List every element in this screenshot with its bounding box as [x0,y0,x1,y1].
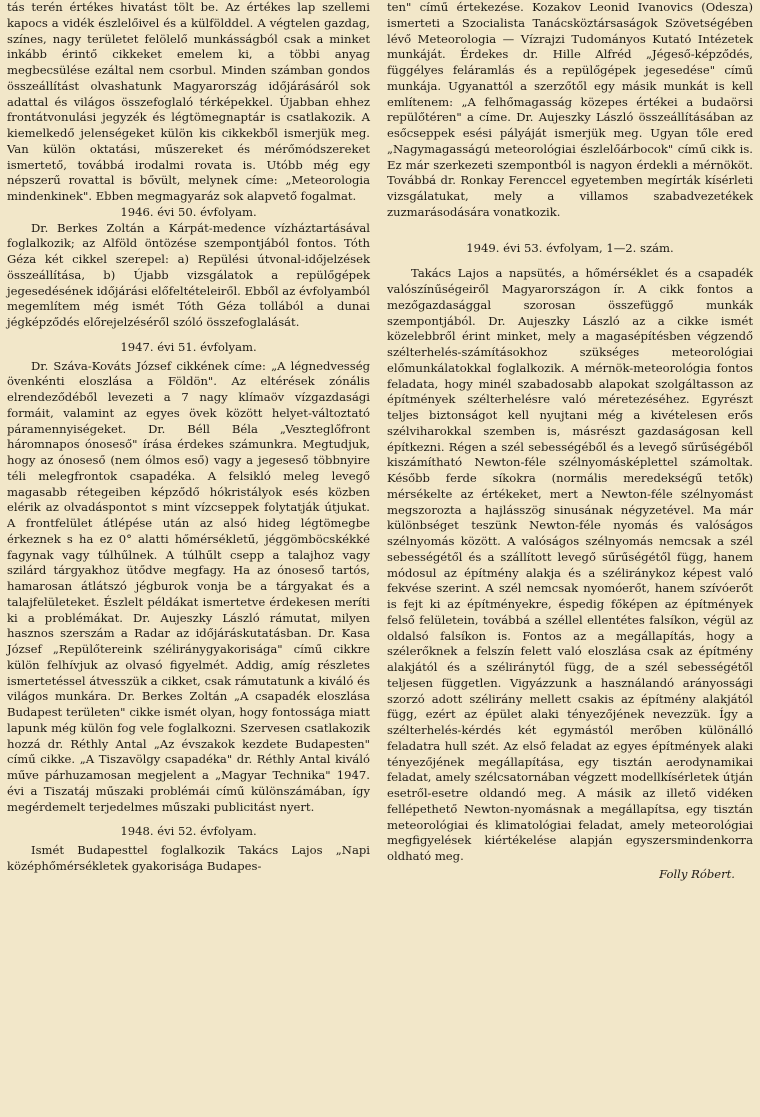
year-heading-1947: 1947. évi 51. évfolyam. [120,339,257,354]
year-heading-1948: 1948. évi 52. évfolyam. [120,824,257,839]
intro-paragraph: tás terén értékes hivatást tölt be. Az értékes lap szellemi kapocs a vidék észlelőivel és a külfölddel. A végtelen gazdag, színes, nagy területet felölelő munkásságból csak a minket inkább érintő cikkeket emelem ki, a többi anyag megbecsülése ezáltal nem csorbul. Minden számban gondos összeállítást olvashatunk Magyarország időjárásáról sok adattal és világos összefoglaló térképekkel. Újabban ehhez frontátvonulási jegyzék és légtömegnaptár is csatlakozik. A kiemelkedő jelenségeket külön kis cikkekből ismerjük meg. Van külön oktatási, műszereket és mérőmódszereket ismertető, továbbá irodalmi rovata is. Utóbb még egy népszerű rovattal is bővült, melynek címe: „Meteorologia mindenkinek". Ebben megmagyaráz sok alapvető fogalmat. [7,0,370,203]
year-heading-1946: 1946. évi 50. évfolyam. [120,204,257,219]
paragraph-1948-continued: ten" című értekezése. Kozakov Leonid Ivanovics (Odesza) ismerteti a Szocialista Tanácsköztársaságok Szövetségében lévő Meteorologia — Vízrajzi Tudományos Kutató Intézetek munkáját. Érdekes dr. Hille Alfréd „Jégeső-képződés, függélyes feláramlás és a repülőgépek jegesedése" című munkája. Ugyanattól a szerzőtől egy másik munkát is kell említenem: „A felhőmagasság közepes értékei a budaörsi repülőtéren" a címe. Dr. Aujeszky László összeállításában az esőcseppek esési pályáját ismerjük meg. Ugyan tőle ered „Nagymagasságú meteorológiai észlelőárbocok" című cikk is. Ez már szerkezeti szempontból is nagyon érdekli a mérnököt. Továbbá dr. Ronkay Ferenccel egyetemben megírták kísérleti vizsgálatukat, mely a villamos szabadvezetékek zuzmarásodására vonatkozik. [387,0,753,219]
left-column [7,0,370,875]
paragraph-1948: Ismét Budapesttel foglalkozik Takács Lajos „Napi középhőmérsékletek gyakorisága Budapes- [7,843,370,873]
paragraph-1946: Dr. Berkes Zoltán a Kárpát-medence vízháztartásával foglalkozik; az Alföld öntözése szempontjából fontos. Tóth Géza két cikkel szerepel: a) Repülési útvonal-időjelzések összeállítása, b) Újabb vizsgálatok a repülőgépek jegesedésének időjárási előfeltételeiről. Ebből az évfolyamból megemlítem még ismét Tóth Géza tollából a dunai jégképződés előrejelzéséről szóló összefoglalását. [7,220,370,329]
right-column [387,0,753,883]
year-heading-1949: 1949. évi 53. évfolyam, 1—2. szám. [466,240,674,255]
paragraph-1947: Dr. Száva-Kováts József cikkének címe: „A légnedvesség övenkénti eloszlása a Földön". Az eltérések zónális elrendeződéből levezeti a 7 nagy klímaöv vízgazdasági formáit, valamint az egyes övek között helyet-változtató páramennyiségeket. Dr. Béll Béla „Veszteglőfront háromnapos ónoseső" írása érdekes számunkra. Megtudjuk, hogy az ónoseső (nem ólmos eső) vagy a jegeseső többnyire téli melegfrontok csapadéka. A felsikló meleg levegő magasabb rétegeiben képződő hókristályok esés közben elérik az olvadáspontot s mint vízcseppek folytatják útjukat. A frontfelület átlépése után az alsó hideg légtömegbe érkeznek s ha ez 0° alatti hőmérsékletű, jéggömböcskékké fagynak vagy túlhűlnek. A túlhűlt csepp a talajhoz vagy szilárd tárgyakhoz ütődve megfagy. Ha az ónoseső tartós, hamarosan átlátszó jégburok vonja be a tárgyakat és a talajfelületeket. Észlelt példákat ismertetve érdekesen meríti ki a problémákat. Dr. Aujeszky László rámutat, milyen hasznos szerszám a Radar az időjáráskutatásban. Dr. Kasa József „Repülőtereink széliránygyakorisága" című cikkre külön felhívjuk az olvasó figyelmét. Addig, amíg részletes ismertetéssel átvesszük a cikket, csak rámutatunk a kiváló és világos munkára. Dr. Berkes Zoltán „A csapadék eloszlása Budapest területen" cikke ismét olyan, hogy fontossága miatt lapunk még külön fog vele foglalkozni. Szervesen csatlakozik hozzá dr. Réthly Antal „Az évszakok kezdete Budapesten" című cikke. „A Tiszavölgy csapadéka" dr. Réthly Antal kiváló műve párhuzamosan megjelent a „Magyar Technika" 1947. évi a Tiszatáj műszaki problémái című különszámában, így megérdemelt terjedelmes műszaki publicitást nyert. [7,358,370,814]
paragraph-1949: Takács Lajos a napsütés, a hőmérséklet és a csapadék valószínűségeiről Magyarországon ír. A cikk fontos a mezőgazdasággal szorosan összefüggő munkák szempontjából. Dr. Aujeszky László az a cikke ismét közelebbről érint minket, mely a magasépítésben végzendő szélterhelés-számításokhoz szükséges meteorológiai előmunkálatokkal foglalkozik. A mérnök-meteorológia fontos feladata, hogy minél szabadosabb alapokat szolgáltasson az építmények szélterhelésre való méretezéséhez. Egyrészt teljes biztonságot kell nyujtani még a kivételesen erős szélviharokkal szemben is, másrészt gazdaságosan kell építkezni. Régen a szél sebességéből és a levegő sűrűségéből kiszámítható Newton-féle szélnyomásképlettel számoltak. Később ferde síkokra (normális meredekségű tetők) mérsékelte az értékeket, mert a Newton-féle szélnyomást megszorozta a hajlásszög sinusának négyzetével. Ma már különbséget teszünk Newton-féle nyomás és valóságos szélnyomás között. A valóságos szélnyomás nemcsak a szél sebességétől és a szállított levegő sűrűségétől függ, hanem módosul az építmény alakja és a széliránykoz képest való fekvése szerint. A szél nemcsak nyomóerőt, hanem szívóerőt is fejt ki az építményekre, éspedig főképen az építmények felső felületein, továbbá a széllel ellentétes falsíkon, végül az oldalsó falsíkon is. Fontos az a megállapítás, hogy a szélerőknek a felszín felett való eloszlása csak az építmény alakjától és a széliránytól függ, de a szél sebességétől teljesen független. Vigyázzunk a használandó arányossági szorzó adott széliránу mellett csakis az építmény alakjától függ, ezért az épület alaki tényezőjének nevezzük. Így a szélterhelés-kérdés két egymástól merőben különálló feladatra hull szét. Az első feladat az egyes építmények alaki tényezőjének megállapítása, egy tisztán aerodynamikai feladat, amely szélcsatornában végzett modellkísérletek útján esetről-esetre oldandó meg. A másik az illető vidéken fellépethető Newton-nyomásnak a megállapítsa, egy tisztán meteorológiai és klimatológiai feladat, amely meteorológiai megfigyelések kiértékelése alapján egyszersmindenkorra oldható meg. [387,266,753,863]
author-signature: Folly Róbert. [659,866,735,881]
